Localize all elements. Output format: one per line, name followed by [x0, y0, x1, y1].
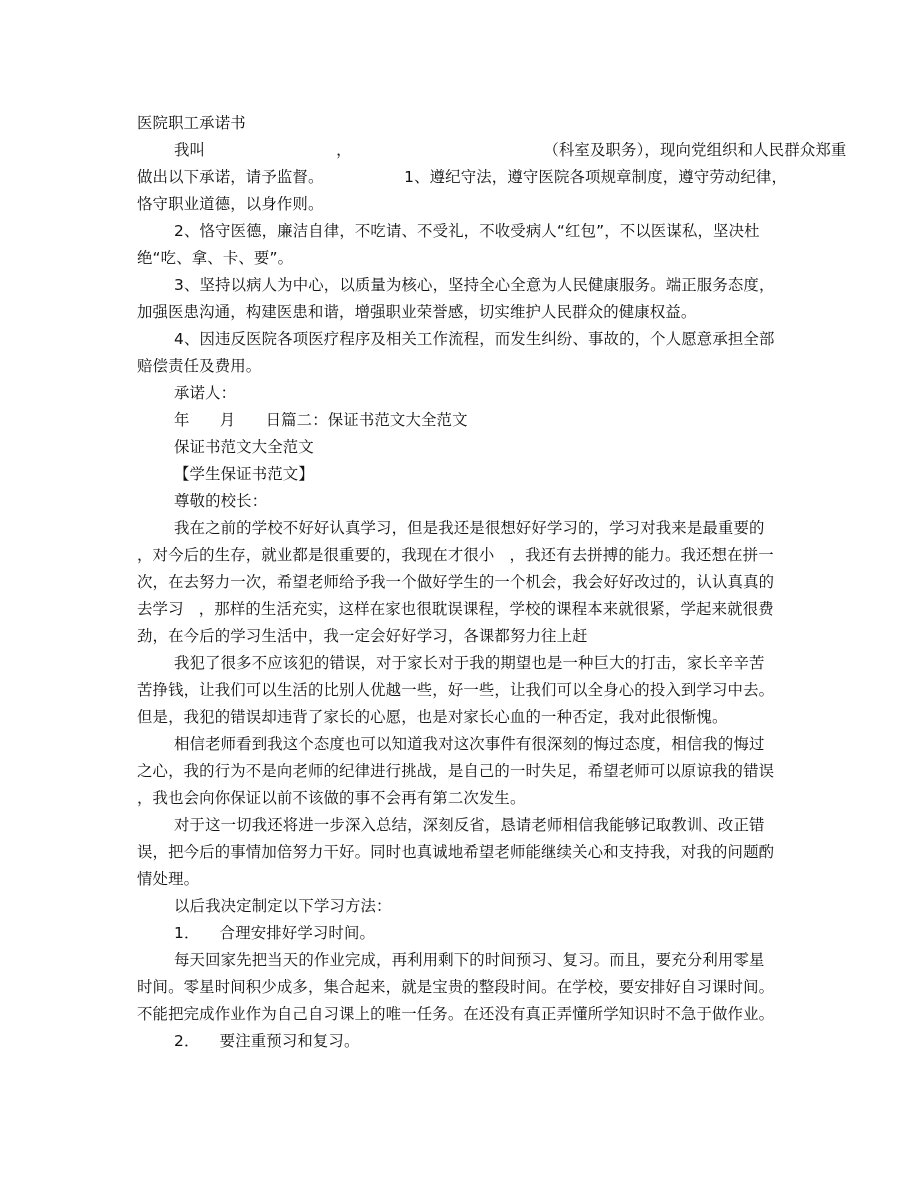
document-title: 医院职工承诺书: [137, 114, 246, 132]
paragraph-line: 我犯了很多不应该犯的错误，对于家长对于我的期望也是一种巨大的打击，家长辛辛苦: [174, 654, 765, 672]
list-item-heading: 1． 合理安排好学习时间。: [174, 924, 376, 942]
list-item-heading: 2． 要注重预习和复习。: [174, 1032, 360, 1050]
section-title: 保证书范文大全范文: [174, 438, 314, 456]
section-subtitle: 【学生保证书范文】: [174, 465, 314, 483]
paragraph-line: 4、因违反医院各项医疗程序及相关工作流程，而发生纠纷、事故的，个人愿意承担全部: [174, 330, 775, 348]
paragraph-line: 误，把今后的事情加倍努力干好。同时也真诚地希望老师能继续关心和支持我，对我的问题酌: [137, 843, 775, 861]
paragraph-line: 3、坚持以病人为中心，以质量为核心，坚持全心全意为人民健康服务。端正服务态度，: [174, 276, 775, 294]
paragraph-line: 做出以下承诺，请予监督。 1、遵纪守法，遵守医院各项规章制度，遵守劳动纪律，: [137, 168, 788, 186]
paragraph-line: 去学习 ，那样的生活充实，这样在家也很耽误课程，学校的课程本来就很紧，学起来就很费: [137, 600, 774, 618]
date-and-section-heading: 年 月 日篇二：保证书范文大全范文: [174, 411, 468, 429]
paragraph-line: 情处理。: [137, 870, 200, 888]
salutation: 尊敬的校长：: [174, 492, 268, 510]
paragraph-line: 劲，在今后的学习生活中，我一定会好好学习，各课都努力往上赶: [137, 627, 588, 645]
paragraph-line: 每天回家先把当天的作业完成，再利用剩下的时间预习、复习。而且，要充分利用零星: [174, 951, 765, 969]
paragraph-line: 苦挣钱，让我们可以生活的比别人优越一些，好一些，让我们可以全身心的投入到学习中去。: [137, 681, 775, 699]
paragraph-line: 之心，我的行为不是向老师的纪律进行挑战，是自己的一时失足，希望老师可以原谅我的错误: [137, 762, 775, 780]
paragraph-line: 对于这一切我还将进一步深入总结，深刻反省，恳请老师相信我能够记取教训、改正错: [174, 816, 765, 834]
signatory-label: 承诺人：: [174, 384, 237, 402]
paragraph-line: 我叫 ， （科室及职务），现向党组织和人民群众郑重: [174, 141, 847, 159]
paragraph-line: 恪守职业道德，以身作则。: [137, 195, 324, 213]
paragraph-line: 相信老师看到我这个态度也可以知道我对这次事件有很深刻的悔过态度，相信我的悔过: [174, 735, 765, 753]
paragraph-line: 赔偿责任及费用。: [137, 357, 262, 375]
paragraph-line: 但是，我犯的错误却违背了家长的心愿，也是对家长心血的一种否定，我对此很惭愧。: [137, 708, 728, 726]
paragraph-line: 加强医患沟通，构建医患和谐，增强职业荣誉感，切实维护人民群众的健康权益。: [137, 303, 697, 321]
paragraph-line: 我在之前的学校不好好认真学习，但是我还是很想好好学习的，学习对我来是最重要的: [174, 519, 765, 537]
paragraph-line: 次，在去努力一次，希望老师给予我一个做好学生的一个机会，我会好好改过的，认认真真的: [137, 573, 775, 591]
paragraph-line: ，我也会向你保证以前不该做的事不会再有第二次发生。: [137, 789, 526, 807]
paragraph-line: 2、恪守医德，廉洁自律，不吃请、不受礼，不收受病人“红包”，不以医谋私，坚决杜: [174, 222, 760, 240]
paragraph-line: 绝“吃、拿、卡、要”。: [137, 249, 294, 267]
paragraph-line: 时间。零星时间积少成多，集合起来，就是宝贵的整段时间。在学校，要安排好自习课时间。: [137, 978, 775, 996]
paragraph-line: 不能把完成作业作为自己自习课上的唯一任务。在还没有真正弄懂所学知识时不急于做作业。: [137, 1005, 775, 1023]
paragraph-line: 以后我决定制定以下学习方法：: [174, 897, 392, 915]
paragraph-line: ，对今后的生存，就业都是很重要的，我现在才很小 ，我还有去拼搏的能力。我还想在拼一: [137, 546, 774, 564]
